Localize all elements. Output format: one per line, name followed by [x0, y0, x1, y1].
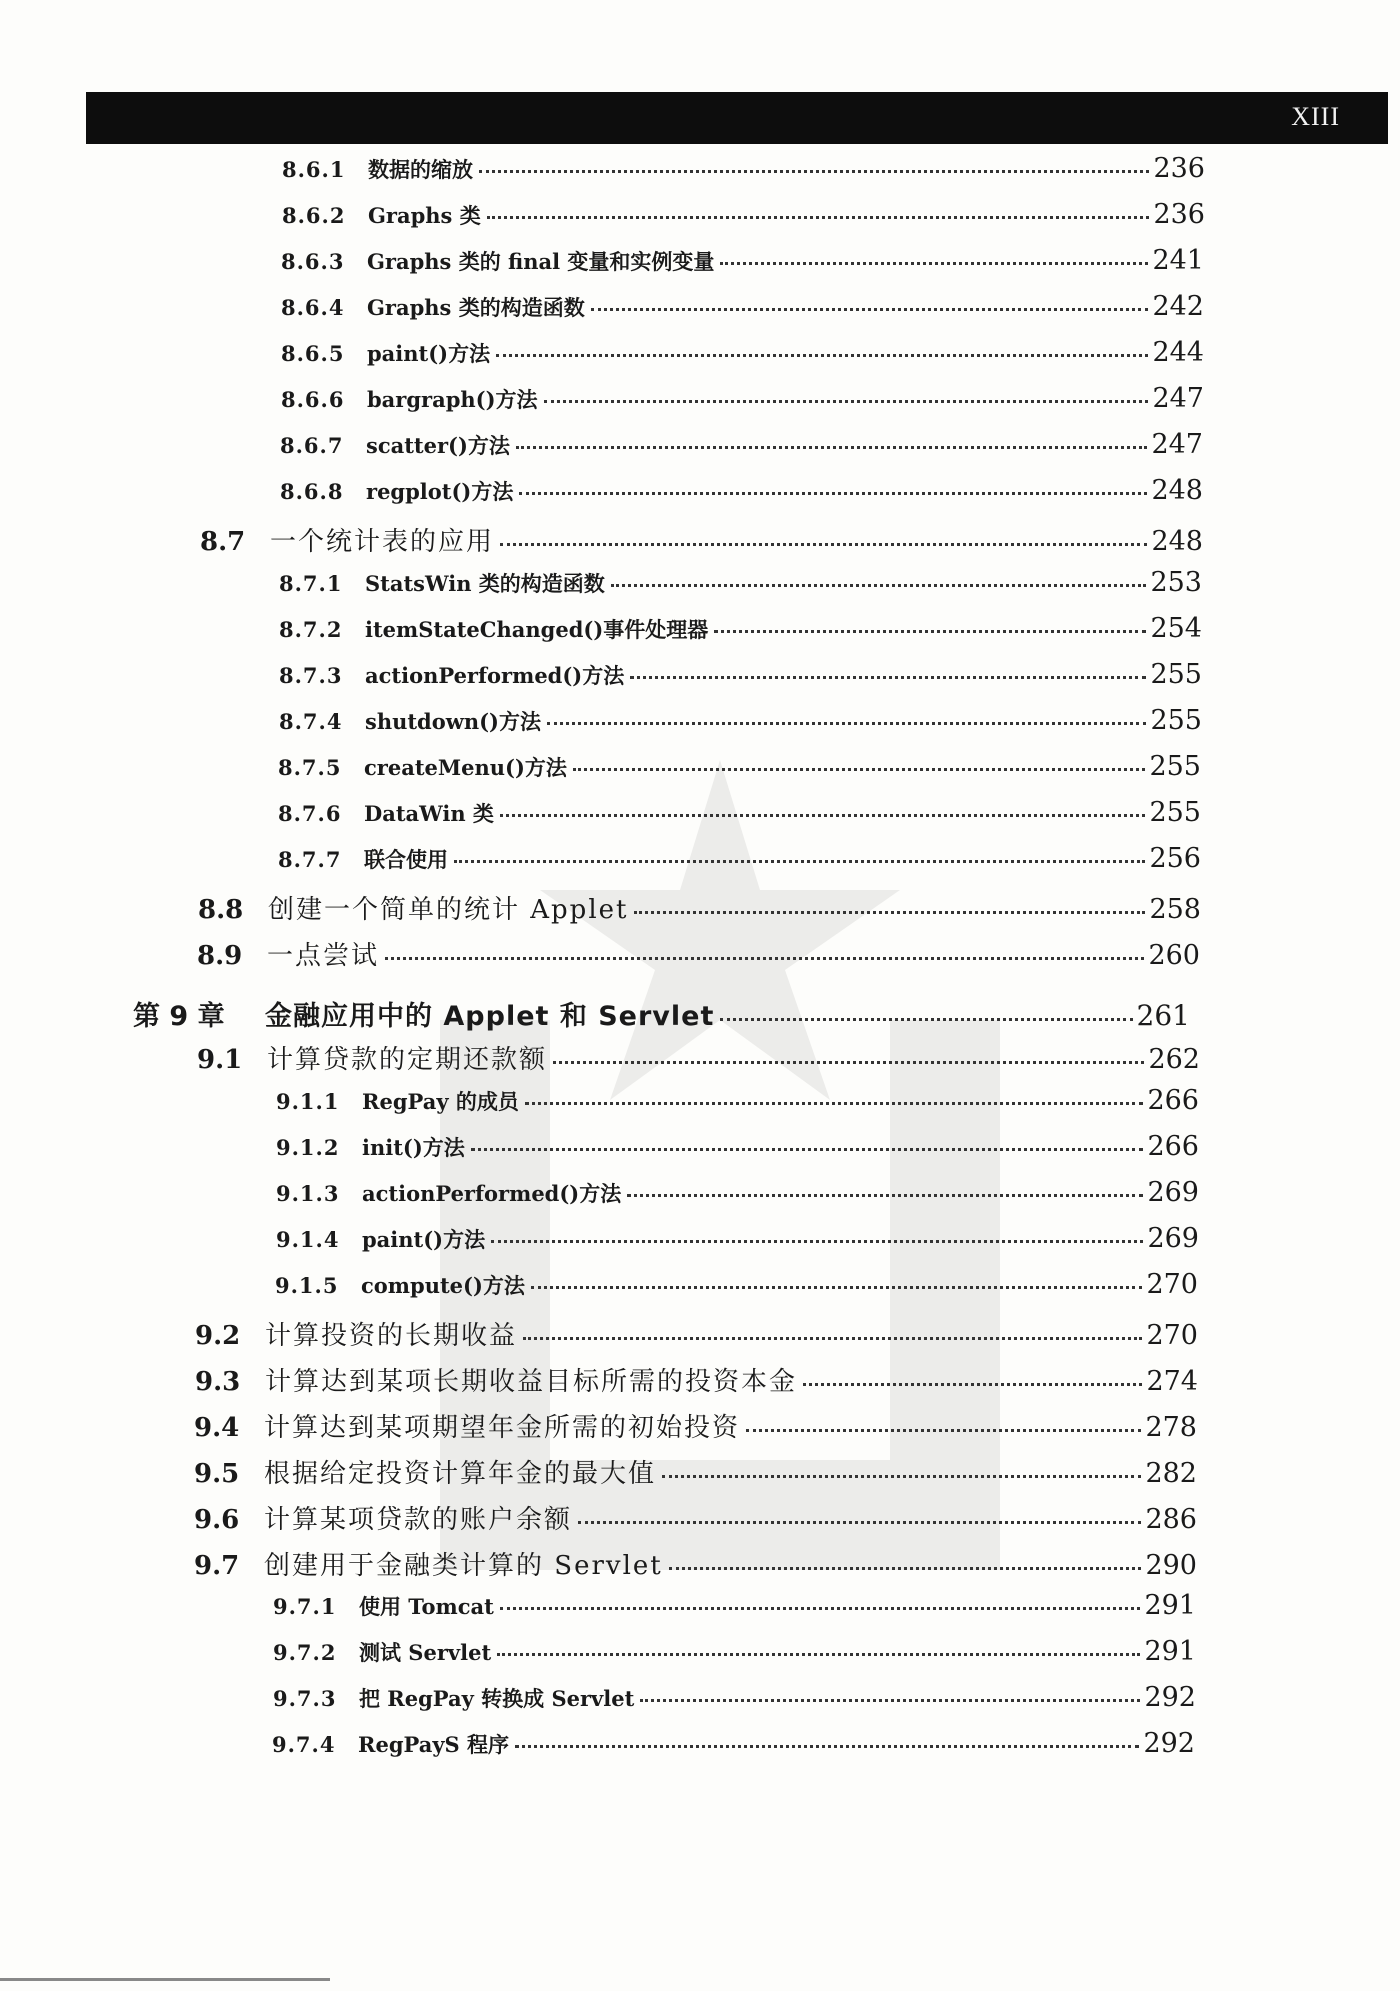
toc-entry-number: 9.1: [197, 1045, 243, 1075]
toc-entry-title: 计算投资的长期收益: [265, 1321, 518, 1351]
toc-entry-number: 8.7.4: [279, 709, 343, 734]
toc-entry-number: 8.6.8: [280, 479, 344, 504]
toc-entry-number: 9.7.3: [273, 1686, 337, 1711]
dot-leader: [544, 400, 1149, 403]
toc-entry[interactable]: [279, 613, 1202, 657]
toc-entry-page: 253: [1150, 567, 1202, 598]
dot-leader: [627, 1194, 1143, 1197]
toc-entry-title: 计算达到某项期望年金所需的初始投资: [264, 1413, 741, 1443]
toc-entry-number: 8.7.3: [279, 663, 343, 688]
toc-entry-page: 254: [1150, 613, 1202, 644]
dot-leader: [714, 630, 1146, 633]
dot-leader: [479, 170, 1149, 173]
toc-entry-page: 270: [1146, 1269, 1198, 1300]
toc-entry-number: 9.1.2: [276, 1135, 340, 1160]
toc-entry[interactable]: [279, 659, 1202, 703]
toc-entry-number: 8.7.6: [278, 801, 342, 826]
dot-leader: [471, 1148, 1144, 1151]
toc-entry-number: 8.7.5: [278, 755, 342, 780]
toc-entry-title: bargraph()方法: [367, 387, 538, 412]
toc-entry-page: 262: [1148, 1044, 1200, 1075]
toc-entry-page: 247: [1151, 429, 1203, 460]
toc-entry[interactable]: [276, 1085, 1199, 1129]
toc-entry-page: 266: [1147, 1085, 1199, 1116]
toc-entry-number: 8.7: [200, 527, 246, 557]
toc-entry-title: 计算达到某项长期收益目标所需的投资本金: [265, 1367, 798, 1397]
dot-leader: [591, 308, 1149, 311]
toc-entry-page: 260: [1148, 940, 1200, 971]
toc-entry[interactable]: [278, 751, 1201, 795]
toc-entry-title: DataWin 类: [364, 801, 494, 826]
dot-leader: [553, 1061, 1144, 1064]
toc-entry-number: 8.6.4: [281, 295, 345, 320]
toc-entry-number: 9.7.2: [273, 1640, 337, 1665]
toc-entry-title: 计算某项贷款的账户余额: [264, 1505, 573, 1535]
toc-entry[interactable]: [281, 337, 1204, 381]
toc-entry-number: 9.6: [194, 1505, 240, 1535]
dot-leader: [531, 1286, 1143, 1289]
header-bar: [86, 92, 1388, 144]
dot-leader: [573, 768, 1146, 771]
toc-entry-title: actionPerformed()方法: [365, 663, 625, 688]
toc-entry-title: RegPay 的成员: [362, 1089, 519, 1114]
toc-entry-number: 8.7.7: [278, 847, 342, 872]
toc-entry-page: 248: [1151, 526, 1203, 557]
toc-entry-number: 9.1.3: [276, 1181, 340, 1206]
toc-entry-page: 258: [1149, 894, 1201, 925]
page-number: XIII: [1291, 102, 1340, 131]
toc-entry[interactable]: [282, 199, 1205, 243]
toc-entry-number: 8.7.1: [279, 571, 343, 596]
toc-entry-number: 8.9: [197, 941, 243, 971]
toc-entry[interactable]: [197, 935, 1200, 979]
toc-entry-number: 9.3: [195, 1367, 241, 1397]
toc-entry-page: 236: [1153, 199, 1205, 230]
toc-entry-title: 联合使用: [364, 847, 448, 872]
toc-entry-page: 261: [1136, 999, 1190, 1032]
toc-entry-title: paint()方法: [362, 1227, 486, 1252]
dot-leader: [720, 262, 1148, 265]
toc-entry-number: 8.6.6: [281, 387, 345, 412]
toc-entry-page: 247: [1152, 383, 1204, 414]
dot-leader: [500, 543, 1147, 546]
toc-entry-number: 9.7.1: [273, 1594, 337, 1619]
toc-entry-page: 255: [1149, 751, 1201, 782]
toc-entry-page: 269: [1147, 1223, 1199, 1254]
toc-entry-number: 8.8: [198, 895, 244, 925]
toc-entry-number: 8.6.3: [281, 249, 345, 274]
dot-leader: [523, 1337, 1142, 1340]
dot-leader: [578, 1521, 1141, 1524]
toc-entry[interactable]: [276, 1177, 1199, 1221]
toc-entry[interactable]: [281, 383, 1204, 427]
toc-entry-page: 292: [1144, 1682, 1196, 1713]
toc-entry-page: 291: [1144, 1590, 1196, 1621]
toc-entry-page: 269: [1147, 1177, 1199, 1208]
toc-entry-title: compute()方法: [361, 1273, 525, 1298]
dot-leader: [634, 911, 1145, 914]
toc-entry[interactable]: [276, 1223, 1199, 1267]
toc-entry-number: 8.6.7: [280, 433, 344, 458]
dot-leader: [487, 216, 1150, 219]
dot-leader: [500, 1607, 1141, 1610]
toc-entry-title: itemStateChanged()事件处理器: [365, 617, 709, 642]
dot-leader: [662, 1475, 1141, 1478]
toc-entry-number: 9.7.4: [272, 1732, 336, 1757]
dot-leader: [611, 584, 1147, 587]
toc-entry-page: 255: [1150, 705, 1202, 736]
toc-entry[interactable]: [279, 705, 1202, 749]
toc-entry-title: createMenu()方法: [364, 755, 567, 780]
toc-entry-title: init()方法: [362, 1135, 465, 1160]
toc-entry-title: paint()方法: [367, 341, 491, 366]
dot-leader: [525, 1102, 1144, 1105]
toc-entry-page: 291: [1144, 1636, 1196, 1667]
toc-entry[interactable]: [278, 797, 1201, 841]
toc-entry-title: Graphs 类的构造函数: [367, 295, 585, 320]
toc-entry-title: Graphs 类: [368, 203, 481, 228]
toc-entry[interactable]: [195, 1315, 1198, 1359]
toc-entry-title: 把 RegPay 转换成 Servlet: [359, 1686, 635, 1711]
toc-entry-title: 一点尝试: [267, 941, 380, 971]
toc-entry[interactable]: [273, 1636, 1196, 1680]
toc-entry-number: 9.5: [194, 1459, 240, 1489]
toc-entry[interactable]: [272, 1728, 1195, 1772]
toc-entry[interactable]: [275, 1269, 1198, 1313]
dot-leader: [515, 1745, 1139, 1748]
dot-leader: [669, 1567, 1142, 1570]
toc-entry[interactable]: [194, 1499, 1197, 1543]
toc-entry-page: 292: [1143, 1728, 1195, 1759]
toc-entry-title: 创建一个简单的统计 Applet: [268, 895, 629, 925]
toc-entry-page: 278: [1145, 1412, 1197, 1443]
dot-leader: [547, 722, 1146, 725]
dot-leader: [640, 1699, 1140, 1702]
toc-entry-number: 9.1.4: [276, 1227, 340, 1252]
toc-entry[interactable]: [273, 1590, 1196, 1634]
toc-entry-page: 286: [1145, 1504, 1197, 1535]
dot-leader: [516, 446, 1148, 449]
toc-entry-page: 248: [1151, 475, 1203, 506]
toc-entry-title: RegPayS 程序: [358, 1732, 510, 1757]
toc-entry-number: 8.7.2: [279, 617, 343, 642]
toc-entry-number: 8.6.5: [281, 341, 345, 366]
dot-leader: [500, 814, 1146, 817]
toc-entry[interactable]: [282, 153, 1205, 197]
dot-leader: [803, 1383, 1142, 1386]
toc-entry-title: 计算贷款的定期还款额: [267, 1045, 548, 1075]
toc-entry[interactable]: [280, 475, 1203, 519]
toc-entry[interactable]: [194, 1407, 1197, 1451]
dot-leader: [385, 957, 1144, 960]
toc-entry-page: 290: [1145, 1550, 1197, 1581]
toc-entry[interactable]: [280, 429, 1203, 473]
toc-entry-title: scatter()方法: [366, 433, 510, 458]
toc-entry-page: 274: [1146, 1366, 1198, 1397]
toc-entry-number: 9.1.1: [276, 1089, 340, 1114]
toc-entry-title: 一个统计表的应用: [270, 527, 495, 557]
scan-edge-line: [0, 1978, 330, 1981]
toc-entry[interactable]: [279, 567, 1202, 611]
toc-entry-page: 282: [1145, 1458, 1197, 1489]
toc-entry[interactable]: [197, 1039, 1200, 1083]
toc-entry-page: 266: [1147, 1131, 1199, 1162]
toc-entry-title: Graphs 类的 final 变量和实例变量: [367, 249, 715, 274]
toc-entry-number: 8.6.1: [282, 157, 346, 182]
dot-leader: [746, 1429, 1141, 1432]
toc-entry-page: 241: [1152, 245, 1204, 276]
toc-entry[interactable]: [133, 994, 1190, 1038]
toc-entry-title: 根据给定投资计算年金的最大值: [264, 1459, 657, 1489]
toc-entry-title: shutdown()方法: [365, 709, 541, 734]
dot-leader: [720, 1018, 1132, 1021]
toc-entry-number: 9.1.5: [275, 1273, 339, 1298]
toc-entry-title: 测试 Servlet: [359, 1640, 492, 1665]
toc-entry-title: 数据的缩放: [368, 157, 473, 182]
dot-leader: [630, 676, 1146, 679]
toc-entry-page: 255: [1149, 797, 1201, 828]
toc-entry-page: 255: [1150, 659, 1202, 690]
toc-entry[interactable]: [200, 521, 1203, 565]
toc-entry[interactable]: [198, 889, 1201, 933]
dot-leader: [496, 354, 1148, 357]
toc-entry-title: 创建用于金融类计算的 Servlet: [264, 1551, 663, 1581]
toc-entry-number: 8.6.2: [282, 203, 346, 228]
toc-entry-title: StatsWin 类的构造函数: [365, 571, 605, 596]
toc-entry[interactable]: [194, 1545, 1197, 1589]
toc-entry-page: 236: [1153, 153, 1205, 184]
toc-entry-title: 使用 Tomcat: [359, 1594, 494, 1619]
toc-entry[interactable]: [281, 245, 1204, 289]
toc-entry-title: actionPerformed()方法: [362, 1181, 622, 1206]
toc-entry[interactable]: [195, 1361, 1198, 1405]
toc-entry[interactable]: [281, 291, 1204, 335]
toc-entry-page: 242: [1152, 291, 1204, 322]
toc-entry[interactable]: [276, 1131, 1199, 1175]
toc-entry[interactable]: [194, 1453, 1197, 1497]
toc-entry-page: 256: [1149, 843, 1201, 874]
toc-entry-number: 9.4: [194, 1413, 240, 1443]
toc-entry[interactable]: [273, 1682, 1196, 1726]
toc-entry-number: 9.7: [194, 1551, 240, 1581]
toc-entry-title: 金融应用中的 Applet 和 Servlet: [265, 1001, 715, 1032]
toc-entry[interactable]: [278, 843, 1201, 887]
toc-entry-page: 270: [1146, 1320, 1198, 1351]
dot-leader: [497, 1653, 1140, 1656]
toc-entry-page: 244: [1152, 337, 1204, 368]
toc-entry-title: regplot()方法: [366, 479, 514, 504]
toc-entry-number: 9.2: [195, 1321, 241, 1351]
dot-leader: [519, 492, 1147, 495]
dot-leader: [454, 860, 1145, 863]
dot-leader: [491, 1240, 1143, 1243]
toc-entry-number: 第 9 章: [133, 1001, 225, 1032]
